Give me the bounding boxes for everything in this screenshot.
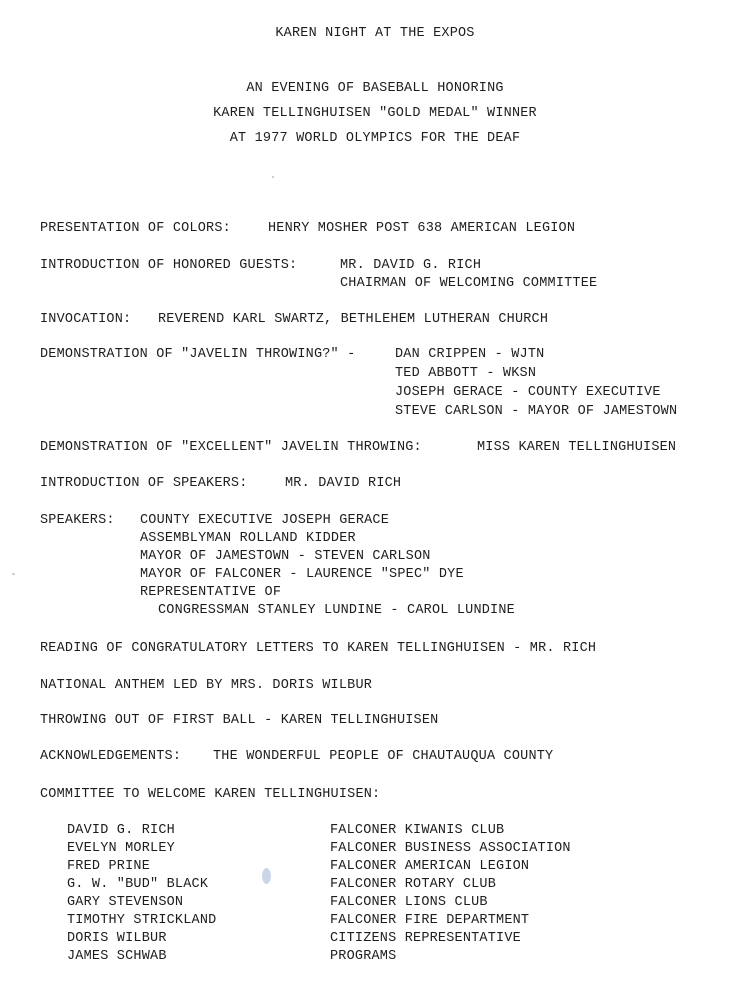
committee-affiliation: FALCONER BUSINESS ASSOCIATION	[330, 841, 571, 856]
first-ball-line: THROWING OUT OF FIRST BALL - KAREN TELLINGHUISEN	[40, 713, 439, 728]
committee-member: FRED PRINE	[67, 859, 151, 874]
invocation-value: REVEREND KARL SWARTZ, BETHLEHEM LUTHERAN CHURCH	[158, 312, 549, 327]
ink-speck-decoration	[262, 868, 271, 884]
demo1-name: TED ABBOTT - WKSN	[395, 366, 537, 381]
guests-label: INTRODUCTION OF HONORED GUESTS:	[40, 258, 298, 273]
committee-member: GARY STEVENSON	[67, 895, 184, 910]
acknowledgements-label: ACKNOWLEDGEMENTS:	[40, 749, 182, 764]
committee-affiliation: FALCONER ROTARY CLUB	[330, 877, 497, 892]
dust-speck-decoration	[272, 176, 274, 178]
committee-member: JAMES SCHWAB	[67, 949, 167, 964]
guests-value: MR. DAVID G. RICH	[340, 258, 482, 273]
speakers-label: SPEAKERS:	[40, 513, 115, 528]
intro-speakers-value: MR. DAVID RICH	[285, 476, 402, 491]
speaker-name: REPRESENTATIVE OF	[140, 585, 282, 600]
demo1-label: DEMONSTRATION OF "JAVELIN THROWING?" -	[40, 347, 356, 362]
dust-speck-decoration	[12, 573, 15, 575]
speaker-name: MAYOR OF JAMESTOWN - STEVEN CARLSON	[140, 549, 431, 564]
demo1-name: JOSEPH GERACE - COUNTY EXECUTIVE	[395, 385, 661, 400]
invocation-label: INVOCATION:	[40, 312, 132, 327]
committee-member: EVELYN MORLEY	[67, 841, 175, 856]
speaker-name: COUNTY EXECUTIVE JOSEPH GERACE	[140, 513, 390, 528]
committee-affiliation: FALCONER AMERICAN LEGION	[330, 859, 530, 874]
letters-line: READING OF CONGRATULATORY LETTERS TO KAREN TELLINGHUISEN - MR. RICH	[40, 641, 597, 656]
anthem-line: NATIONAL ANTHEM LED BY MRS. DORIS WILBUR	[40, 678, 373, 693]
committee-heading: COMMITTEE TO WELCOME KAREN TELLINGHUISEN:	[40, 787, 381, 802]
committee-affiliation: FALCONER LIONS CLUB	[330, 895, 488, 910]
subtitle-line-1: AN EVENING OF BASEBALL HONORING	[246, 81, 504, 96]
committee-affiliation: FALCONER FIRE DEPARTMENT	[330, 913, 530, 928]
demo1-name: DAN CRIPPEN - WJTN	[395, 347, 545, 362]
demo2-value: MISS KAREN TELLINGHUISEN	[477, 440, 677, 455]
speaker-name: ASSEMBLYMAN ROLLAND KIDDER	[140, 531, 356, 546]
speaker-name: MAYOR OF FALCONER - LAURENCE "SPEC" DYE	[140, 567, 464, 582]
committee-member: TIMOTHY STRICKLAND	[67, 913, 217, 928]
committee-member: G. W. "BUD" BLACK	[67, 877, 209, 892]
page-title: KAREN NIGHT AT THE EXPOS	[275, 26, 475, 41]
intro-speakers-label: INTRODUCTION OF SPEAKERS:	[40, 476, 248, 491]
committee-affiliation: FALCONER KIWANIS CLUB	[330, 823, 505, 838]
speaker-name: CONGRESSMAN STANLEY LUNDINE - CAROL LUNDINE	[158, 603, 515, 618]
demo1-name: STEVE CARLSON - MAYOR OF JAMESTOWN	[395, 404, 678, 419]
guests-value-2: CHAIRMAN OF WELCOMING COMMITTEE	[340, 276, 598, 291]
subtitle-line-3: AT 1977 WORLD OLYMPICS FOR THE DEAF	[229, 131, 521, 146]
committee-affiliation: PROGRAMS	[330, 949, 397, 964]
colors-label: PRESENTATION OF COLORS:	[40, 221, 231, 236]
committee-affiliation: CITIZENS REPRESENTATIVE	[330, 931, 521, 946]
demo2-label: DEMONSTRATION OF "EXCELLENT" JAVELIN THROWING:	[40, 440, 422, 455]
committee-member: DAVID G. RICH	[67, 823, 175, 838]
committee-member: DORIS WILBUR	[67, 931, 167, 946]
subtitle-line-2: KAREN TELLINGHUISEN "GOLD MEDAL" WINNER	[213, 106, 537, 121]
acknowledgements-value: THE WONDERFUL PEOPLE OF CHAUTAUQUA COUNTY	[213, 749, 554, 764]
colors-value: HENRY MOSHER POST 638 AMERICAN LEGION	[268, 221, 576, 236]
